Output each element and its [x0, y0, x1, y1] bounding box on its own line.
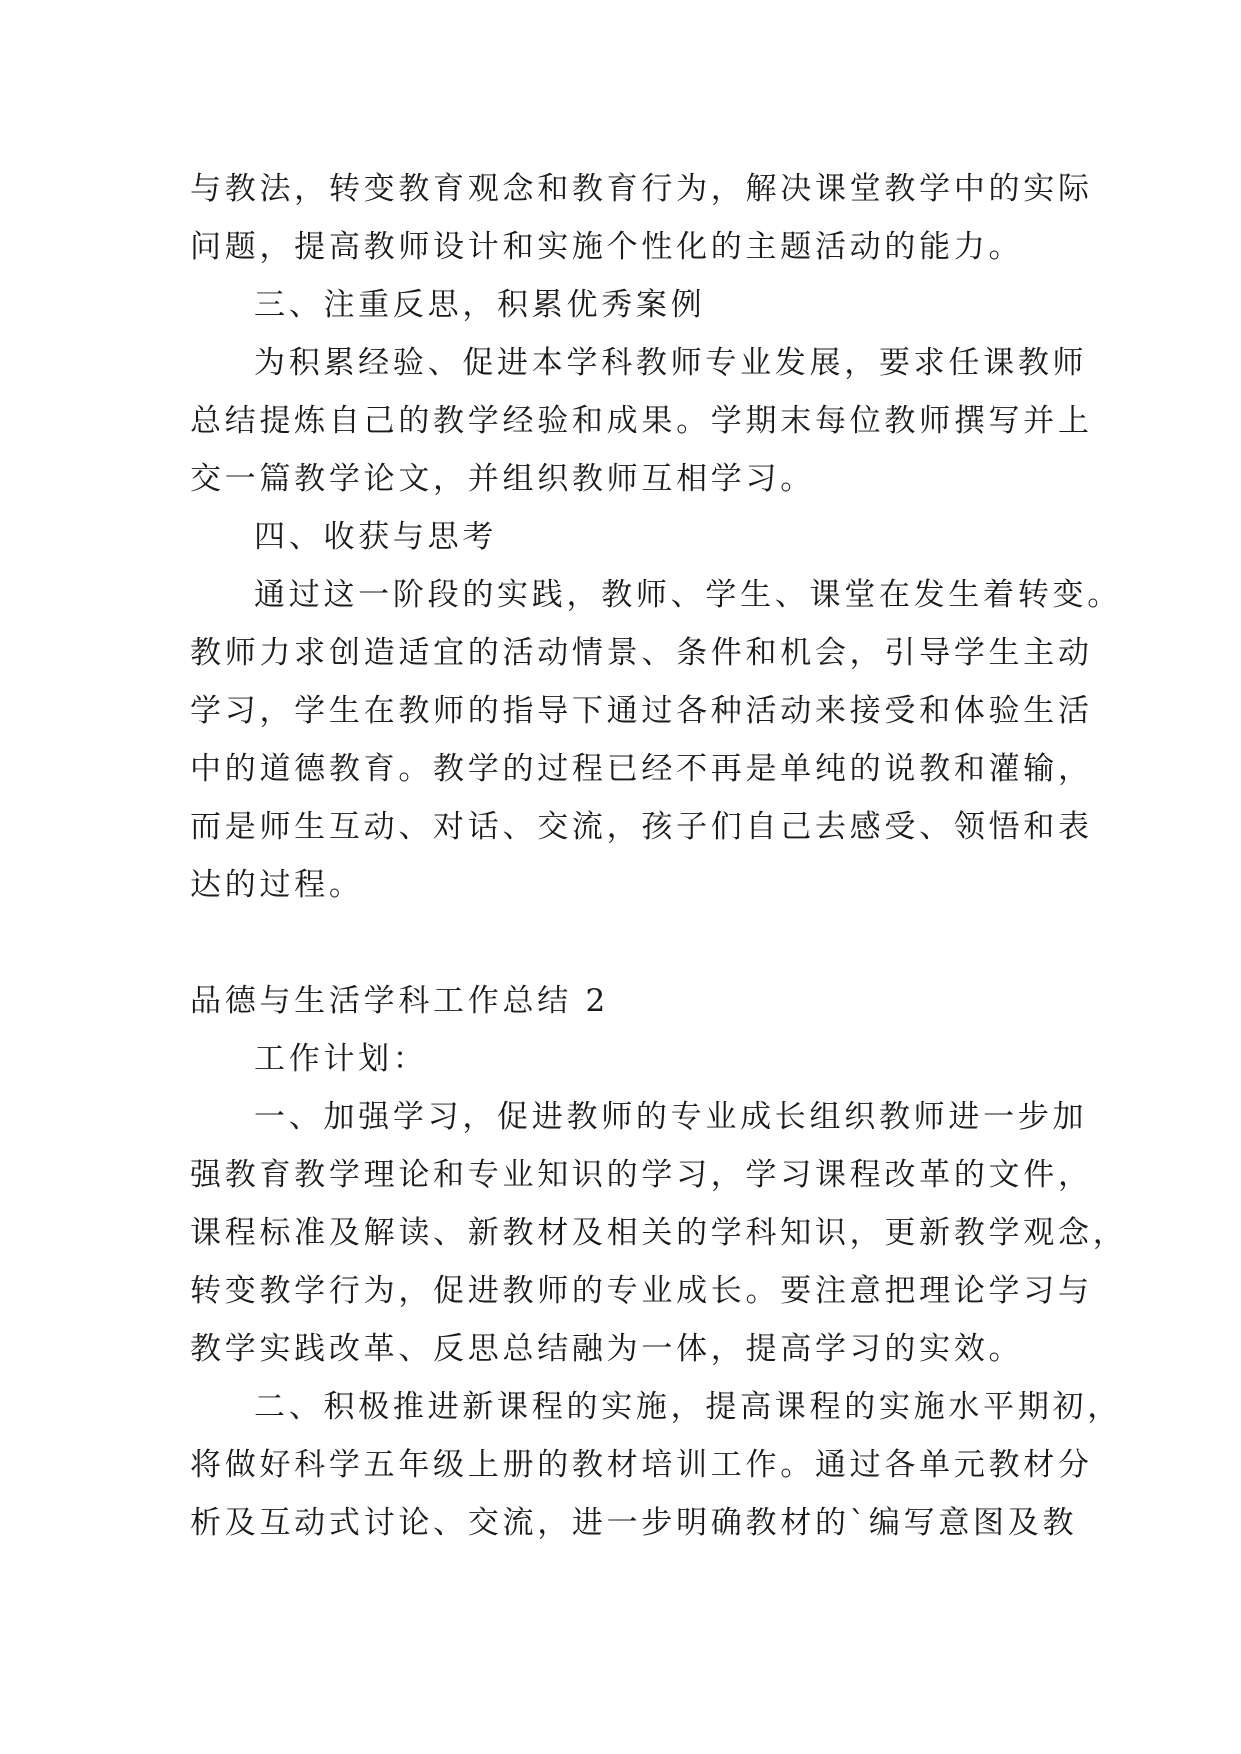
- body-line: 通过这一阶段的实践，教师、学生、课堂在发生着转变。: [254, 577, 1122, 613]
- body-line: 学习，学生在教师的指导下通过各种活动来接受和体验生活: [190, 693, 1093, 729]
- paragraph-gap: [190, 914, 1065, 972]
- document-title: 品德与生活学科工作总结 2: [190, 983, 609, 1019]
- document-body: [190, 160, 1128, 1552]
- section-heading: 四、收获与思考: [254, 519, 498, 555]
- body-line: 中的道德教育。教学的过程已经不再是单纯的说教和灌输，: [190, 751, 1093, 787]
- body-line: 强教育教学理论和专业知识的学习，学习课程改革的文件，: [190, 1157, 1093, 1193]
- body-line: 问题，提高教师设计和实施个性化的主题活动的能力。: [190, 229, 1024, 265]
- plan-label: 工作计划：: [254, 1041, 428, 1077]
- body-line: 总结提炼自己的教学经验和成果。学期末每位教师撰写并上: [190, 403, 1093, 439]
- body-line: 交一篇教学论文，并组织教师互相学习。: [190, 461, 815, 497]
- section-heading: 三、注重反思，积累优秀案例: [254, 287, 706, 323]
- body-line: 将做好科学五年级上册的教材培训工作。通过各单元教材分: [190, 1447, 1093, 1483]
- body-line: 而是师生互动、对话、交流，孩子们自己去感受、领悟和表: [190, 809, 1093, 845]
- body-line: 教师力求创造适宜的活动情景、条件和机会，引导学生主动: [190, 635, 1093, 671]
- body-line: 课程标准及解读、新教材及相关的学科知识，更新教学观念，: [190, 1215, 1128, 1251]
- body-line: 与教法，转变教育观念和教育行为，解决课堂教学中的实际: [190, 171, 1093, 207]
- body-line: 达的过程。: [190, 867, 364, 903]
- body-line: 转变教学行为，促进教师的专业成长。要注意把理论学习与: [190, 1273, 1093, 1309]
- body-line: 二、积极推进新课程的实施，提高课程的实施水平期初，: [254, 1389, 1122, 1425]
- body-line: 为积累经验、促进本学科教师专业发展，要求任课教师: [254, 345, 1088, 381]
- body-line: 析及互动式讨论、交流，进一步明确教材的`编写意图及教: [190, 1505, 1078, 1541]
- body-line: 教学实践改革、反思总结融为一体，提高学习的实效。: [190, 1331, 1024, 1367]
- body-line: 一、加强学习，促进教师的专业成长组织教师进一步加: [254, 1099, 1088, 1135]
